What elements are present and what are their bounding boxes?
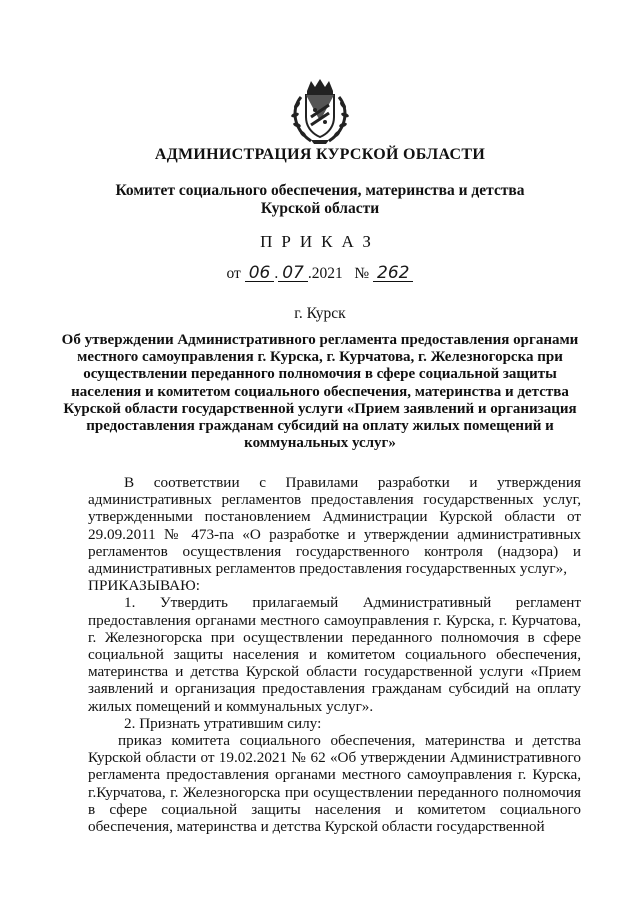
city: г. Курск xyxy=(294,305,346,322)
date-year: .2021 xyxy=(307,265,343,282)
committee-line-1: Комитет социального обеспечения, материнства и детства xyxy=(115,182,525,199)
committee-name xyxy=(0,182,640,218)
preamble-paragraph: В соответствии с Правилами разработки и утверждения административных регламентов предоставления государственных услуг, утвержденными постановлением Администрации Курской области от 29.09.2011 № 473-па «О разработке и утверждении административных регламентов осуществления государственного контроля (надзора) и административных регламентов предоставления государственных услуг», xyxy=(88,474,581,578)
number-prefix: № xyxy=(354,265,370,282)
date-prefix: от xyxy=(226,265,241,282)
item-1-paragraph: 1. Утвердить прилагаемый Административный регламент предоставления органами местного самоуправления г. Курска, г. Курчатова, г. Железногорска при осуществлении переданного полномочия в сфере социальной защиты населения и комитетом социального обеспечения, материнства и детства Курской области государственной услуги «Прием заявлений и организация предоставления гражданам субсидий на оплату жилых помещений и коммунальных услуг». xyxy=(88,594,581,715)
document-title: Об утверждении Административного регламента предоставления органами местного самоуправления г. Курска, г. Курчатова, г. Железногорска при осуществлении переданного полномочия в сфере социальной защиты населения и комитетом социального обеспечения, материнства и детства Курской области государственной услуги «Прием заявлений и организация предоставления гражданам субсидий на оплату жилых помещений и коммунальных услуг» xyxy=(61,332,579,452)
date-month-handwritten: 07 xyxy=(278,265,308,282)
item-2-heading: 2. Признать утратившим силу: xyxy=(124,714,322,732)
order-number-handwritten: 262 xyxy=(373,265,413,282)
order-date-line: от 06 . 07 .2021 № 262 xyxy=(0,265,640,283)
order-word: ПРИКАЗЫВАЮ: xyxy=(88,577,200,595)
organization-name: АДМИНИСТРАЦИЯ КУРСКОЙ ОБЛАСТИ xyxy=(154,146,486,163)
document-body xyxy=(88,474,581,835)
coat-of-arms-icon xyxy=(287,77,353,145)
committee-line-2: Курской области xyxy=(260,200,380,217)
date-day-handwritten: 06 xyxy=(245,265,275,282)
order-heading: ПРИКАЗ xyxy=(260,232,380,251)
item-2-paragraph: приказ комитета социального обеспечения, материнства и детства Курской области от 19.02.2021 № 62 «Об утверждении Административного регламента предоставления органами местного самоуправления г. Курска, г.Курчатова, г. Железногорска при осуществлении переданного полномочия в сфере социальной защиты населения и комитетом социального обеспечения, материнства и детства Курской области государственной xyxy=(88,732,581,836)
